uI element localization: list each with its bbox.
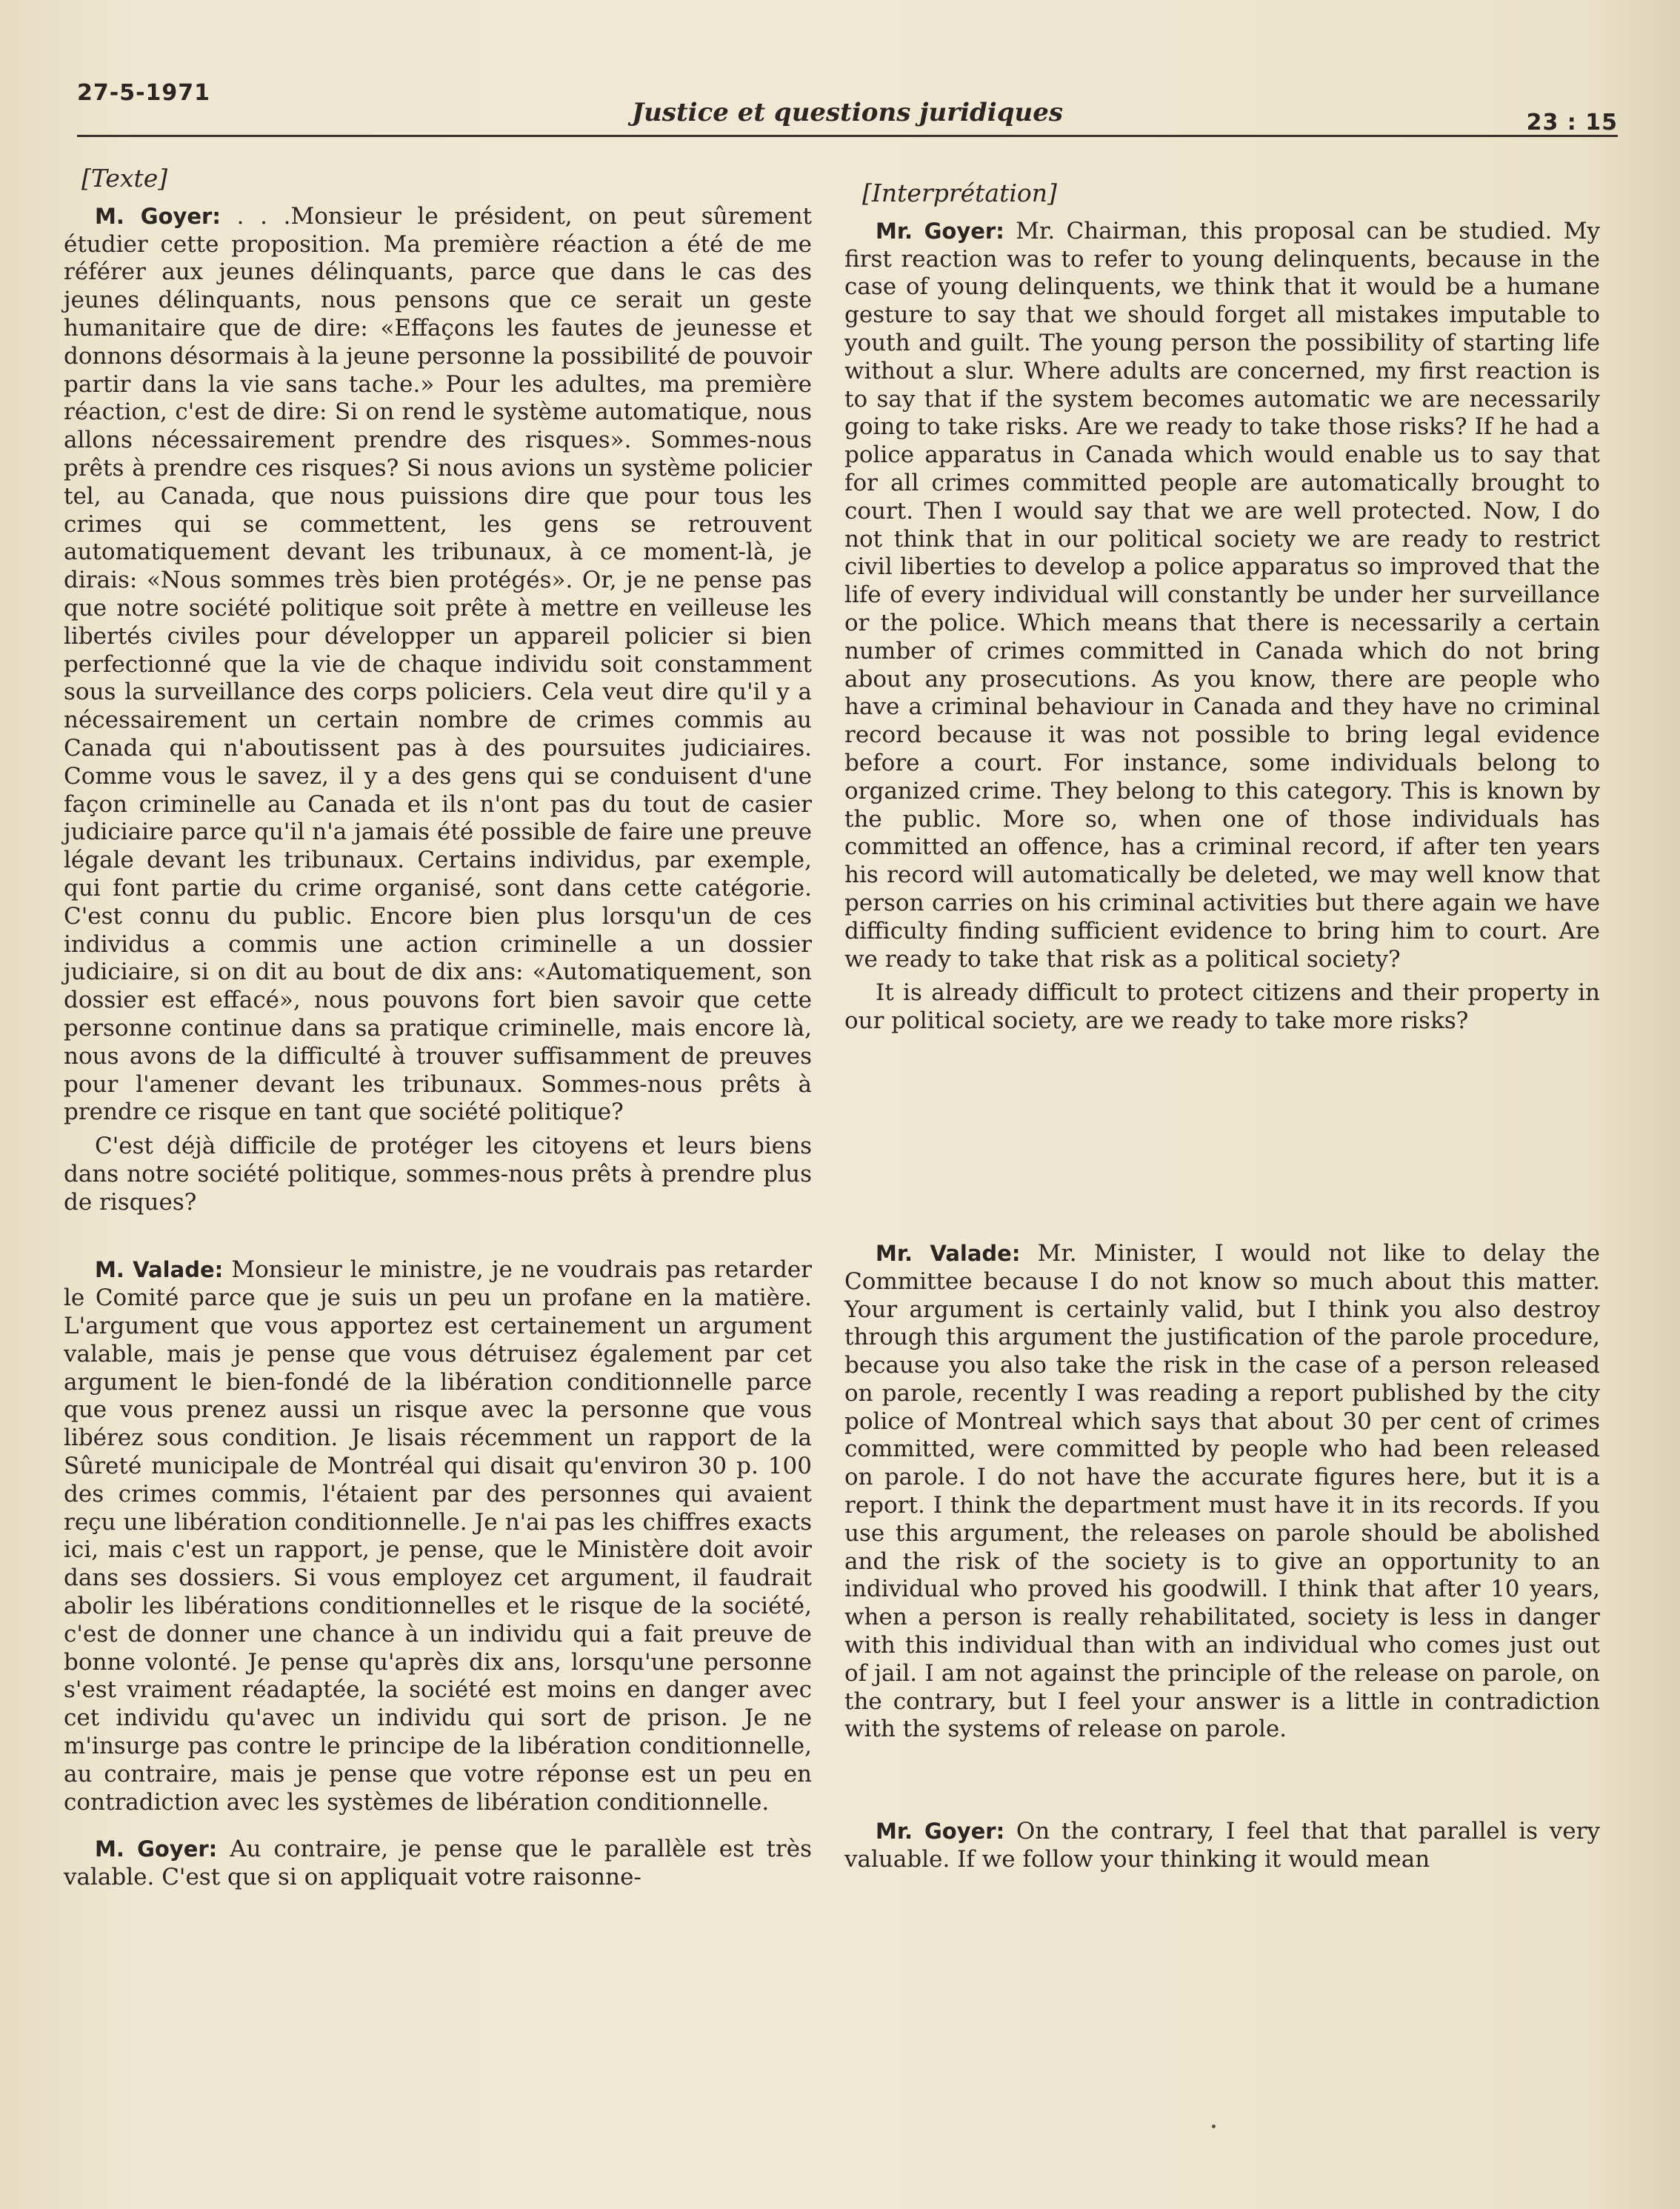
header-title: Justice et questions juridiques [632, 98, 1063, 127]
paragraph [64, 1836, 812, 1892]
speaker-name: Mr. Goyer: [876, 218, 1004, 244]
paragraph-text: Mr. Minister, I would not like to delay the Committee because I do not know so much about this matter. Your argument is certainly valid, but I think you also destroy through this argument the justification of the parole procedure, because you also take the risk in the case of a person released on parole, recently I was reading a report published by the city police of Montreal which says that about 30 per cent of crimes committed, were committed by people who had been released on parole. I do not have the accurate figures here, but it is a report. I think the department must have it in its records. If you use this argument, the releases on parole should be abolished and the risk of the society is to give an opportunity to an individual who proved his goodwill. I think that after 10 years, when a person is really rehabilitated, society is less in danger with this individual than with an individual who comes just out of jail. I am not against the principle of the release on parole, on the contrary, but I feel your answer is a little in contradiction with the systems of release on parole. [844, 1239, 1600, 1743]
paragraph [844, 218, 1600, 974]
paragraph-text: Au contraire, je pense que le parallèle est très valable. C'est que si on appliquait votre raisonne- [64, 1836, 813, 1891]
paragraph-text: . . .Monsieur le président, on peut sûrement étudier cette proposition. Ma première réaction a été de me référer aux jeunes délinquants, parce que dans le cas des jeunes délinquants, nous pensons que ce serait un geste humanitaire que de dire: «Effaçons les fautes de jeunesse et donnons désormais à la jeune personne la possibilité de pouvoir partir dans la vie sans tache.» Pour les adultes, ma première réaction, c'est de dire: Si on rend le système automatique, nous allons nécessairement prendre des risques». Sommes-nous prêts à prendre ces risques? Si nous avions un système policier tel, au Canada, que nous puissions dire que pour tous les crimes qui se commettent, les gens se retrouvent automatiquement devant les tribunaux, à ce moment-là, je dirais: «Nous sommes très bien protégés». Or, je ne pense pas que notre société politique soit prête à mettre en veilleuse les libertés civiles pour développer un appareil policier si bien perfectionné que la vie de chaque individu soit constamment sous la surveillance des corps policiers. Cela veut dire qu'il y a nécessairement un certain nombre de crimes commis au Canada qui n'aboutissent pas à des poursuites judiciaires. Comme vous le savez, il y a des gens qui se conduisent d'une façon criminelle au Canada et ils n'ont pas du tout de casier judiciaire parce qu'il n'a jamais été possible de faire une preuve légale devant les tribunaux. Certains individus, par exemple, qui font partie du crime organisé, sont dans cette catégorie. C'est connu du public. Encore bien plus lorsqu'un de ces individus a commis une action criminelle a un dossier judiciaire, si on dit au bout de dix ans: «Automatiquement, son dossier est effacé», nous pouvons fort bien savoir que cette personne continue dans sa pratique criminelle, mais encore là, nous avons de la difficulté à trouver suffisamment de preuves pour l'amener devant les tribunaux. Sommes-nous prêts à prendre ce risque en tant que société politique? [64, 202, 812, 1126]
spacer [844, 1036, 1600, 1240]
paragraph [64, 1256, 812, 1816]
speaker-name: M. Goyer: [95, 203, 221, 229]
english-column [844, 179, 1600, 1874]
spacer [64, 1216, 812, 1256]
spacer [844, 1744, 1600, 1818]
section-label-texte: [Texte] [81, 164, 168, 193]
paragraph [844, 1240, 1600, 1744]
paragraph-text: Monsieur le ministre, je ne voudrais pas retarder le Comité parce que je suis un peu un profane en la matière. L'argument que vous apportez est certainement un argument valable, mais je pense que vous détruisez également par cet argument le bien-fondé de la libération conditionnelle parce que vous prenez aussi un risque avec la personne que vous libérez sous condition. Je lisais récemment un rapport de la Sûreté municipale de Montréal qui disait qu'environ 30 p. 100 des crimes commis, l'étaient par des personnes qui avaient reçu une libération conditionnelle. Je n'ai pas les chiffres exacts ici, mais c'est un rapport, je pense, que le Ministère doit avoir dans ses dossiers. Si vous employez cet argument, il faudrait abolir les libérations conditionnelles et le risque de la société, c'est de donner une chance à un individu qui a fait preuve de bonne volonté. Je pense qu'après dix ans, lorsqu'une personne s'est vraiment réadaptée, la société est moins en danger avec cet individu qu'avec un individu qui sort de prison. Je ne m'insurge pas contre le principe de la libération conditionnelle, au contraire, mais je pense que votre réponse est un peu en contradiction avec les systèmes de libération conditionnelle. [64, 1256, 812, 1816]
header-date: 27-5-1971 [77, 80, 211, 106]
paragraph-text: On the contrary, I feel that that parallel is very valuable. If we follow your thinking it would mean [844, 1818, 1600, 1873]
speaker-name: M. Goyer: [95, 1836, 218, 1862]
paragraph: C'est déjà difficile de protéger les citoyens et leurs biens dans notre société politique, sommes-nous prêts à prendre plus de risques? [64, 1133, 812, 1216]
header-rule [77, 135, 1618, 137]
print-speck [1212, 2125, 1216, 2128]
speaker-name: Mr. Valade: [876, 1240, 1021, 1266]
page-number: 23 : 15 [1526, 110, 1618, 136]
spacer [64, 1816, 812, 1836]
paragraph-text: Mr. Chairman, this proposal can be studied. My first reaction was to refer to young delinquents, because in the case of young delinquents, we think that it would be a humane gesture to say that we should forget all mistakes imputable to youth and guilt. The young person the possibility of starting life without a slur. Where adults are concerned, my first reaction is to say that if the system becomes automatic we are necessarily going to take risks. Are we ready to take those risks? If he had a police apparatus in Canada which would enable us to say that for all crimes committed people are automatically brought to court. Then I would say that we are well protected. Now, I do not think that in our political society we are ready to restrict civil liberties to develop a police apparatus so improved that the life of every individual will constantly be under her surveillance or the police. Which means that there is necessarily a certain number of crimes committed in Canada which do not bring about any prosecutions. As you know, there are people who have a criminal behaviour in Canada and they have no criminal record because it was not possible to bring legal evidence before a court. For instance, some individuals belong to organized crime. They belong to this category. This is known by the public. More so, when one of those individuals has committed an offence, has a criminal record, if after ten years his record will automatically be deleted, we may well know that person carries on his criminal activities but there again we have difficulty finding sufficient evidence to bring him to court. Are we ready to take that risk as a political society? [844, 217, 1600, 973]
running-header [77, 80, 1618, 139]
section-label-interpretation: [Interprétation] [862, 179, 1057, 207]
paragraph [64, 203, 812, 1127]
paragraph [844, 1818, 1600, 1874]
paragraph: It is already difficult to protect citizens and their property in our political society, are we ready to take more risks? [844, 979, 1600, 1035]
french-column [64, 164, 812, 1892]
speaker-name: M. Valade: [95, 1257, 224, 1283]
speaker-name: Mr. Goyer: [876, 1819, 1005, 1845]
